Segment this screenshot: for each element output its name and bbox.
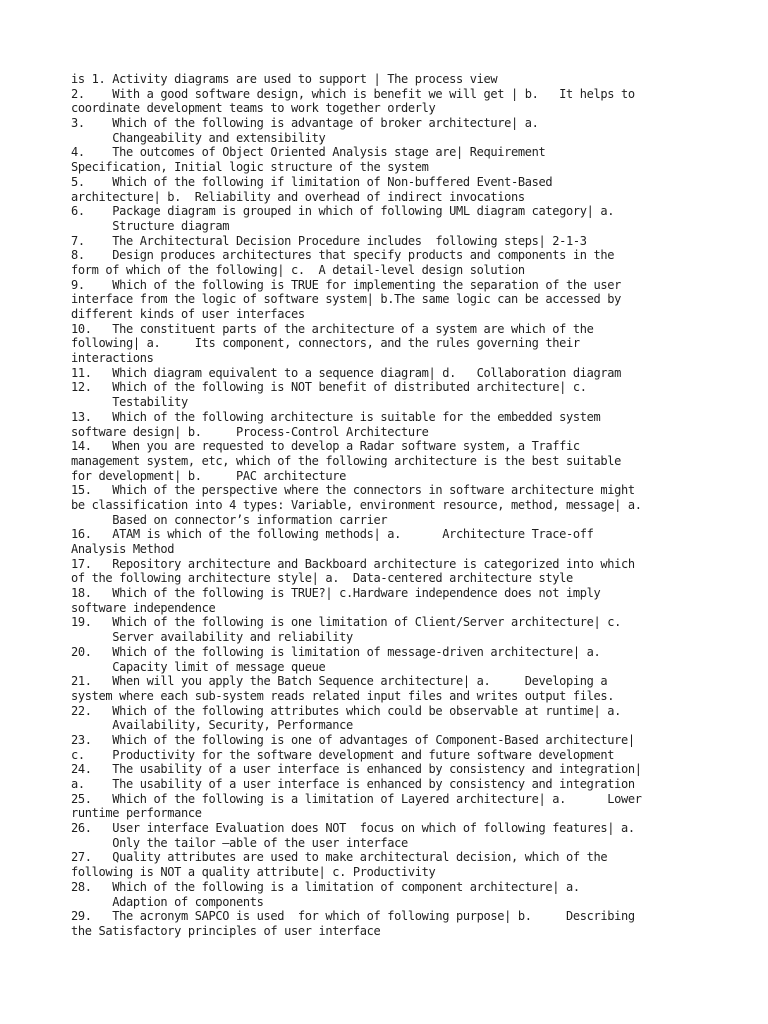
document-line: 11. Which diagram equivalent to a sequence diagram| d. Collaboration diagram xyxy=(71,365,621,380)
document-line: Analysis Method xyxy=(71,542,175,556)
document-line: 7. The Architectural Decision Procedure includes following steps| 2-1-3 xyxy=(71,233,587,248)
document-line: different kinds of user interfaces xyxy=(71,307,305,321)
document-line: 22. Which of the following attributes which could be observable at runtime| a. xyxy=(71,703,621,718)
document-line: Based on connector’s information carrier xyxy=(71,512,388,527)
document-line: 21. When will you apply the Batch Sequence architecture| a. Developing a xyxy=(71,674,608,689)
document-line: Adaption of components xyxy=(71,894,264,909)
document-body xyxy=(71,72,701,939)
document-line: 27. Quality attributes are used to make architectural decision, which of the xyxy=(71,850,608,865)
document-line: runtime performance xyxy=(71,806,202,821)
document-line: 25. Which of the following is a limitation of Layered architecture| a. Lower xyxy=(71,791,642,806)
document-line: Changeability and extensibility xyxy=(71,130,326,145)
document-line: interactions xyxy=(71,351,154,366)
document-line: the Satisfactory principles of user interface xyxy=(71,923,381,938)
document-line: 10. The constituent parts of the architecture of a system are which of the xyxy=(71,321,594,336)
document-line: be classification into 4 types: Variable, environment resource, method, message| a. xyxy=(71,497,642,512)
document-line: interface from the logic of software system| b.The same logic can be accessed by xyxy=(71,292,621,307)
document-line: of the following architecture style| a. Data-centered architecture style xyxy=(71,571,573,586)
document-line: 2. With a good software design, which is benefit we will get | b. It helps to xyxy=(71,86,635,101)
document-line: Server availability and reliability xyxy=(71,630,353,645)
document-line: 19. Which of the following is one limitation of Client/Server architecture| c. xyxy=(71,615,621,630)
document-line: architecture| b. Reliability and overhead of indirect invocations xyxy=(71,189,525,204)
document-line: following is NOT a quality attribute| c. Productivity xyxy=(71,865,436,880)
document-line: 6. Package diagram is grouped in which of following UML diagram category| a. xyxy=(71,204,615,219)
document-line: 26. User interface Evaluation does NOT focus on which of following features| a. xyxy=(71,821,635,836)
document-line: 9. Which of the following is TRUE for implementing the separation of the user xyxy=(71,277,621,292)
document-line: Availability, Security, Performance xyxy=(71,718,353,733)
document-line: 4. The outcomes of Object Oriented Analysis stage are| Requirement xyxy=(71,145,546,160)
document-line: Specification, Initial logic structure of the system xyxy=(71,160,429,175)
document-line: 18. Which of the following is TRUE?| c.Hardware independence does not imply xyxy=(71,586,601,601)
document-line: 24. The usability of a user interface is enhanced by consistency and integration| xyxy=(71,762,642,777)
document-line: c. Productivity for the software development and future software development xyxy=(71,747,615,762)
document-line: 8. Design produces architectures that specify products and components in the xyxy=(71,248,615,263)
document-line: is 1. Activity diagrams are used to support | The process view xyxy=(71,72,498,86)
document-line: 5. Which of the following if limitation of Non-buffered Event-Based xyxy=(71,174,553,189)
document-line: Capacity limit of message queue xyxy=(71,659,326,674)
document-line: Only the tailor –able of the user interface xyxy=(71,835,408,850)
document-line: coordinate development teams to work together orderly xyxy=(71,101,436,116)
document-line: for development| b. PAC architecture xyxy=(71,468,346,483)
document-line: 16. ATAM is which of the following methods| a. Architecture Trace-off xyxy=(71,527,594,542)
document-line: software independence xyxy=(71,600,216,615)
document-line: form of which of the following| c. A detail-level design solution xyxy=(71,262,525,277)
document-line: software design| b. Process-Control Architecture xyxy=(71,424,429,439)
document-line: 12. Which of the following is NOT benefit of distributed architecture| c. xyxy=(71,380,587,395)
document-line: 29. The acronym SAPCO is used for which of following purpose| b. Describing xyxy=(71,909,635,924)
document-line: following| a. Its component, connectors, and the rules governing their xyxy=(71,336,580,351)
document-line: 13. Which of the following architecture is suitable for the embedded system xyxy=(71,409,601,424)
document-line: system where each sub-system reads related input files and writes output files. xyxy=(71,688,615,703)
document-line: 15. Which of the perspective where the connectors in software architecture might xyxy=(71,483,635,498)
document-line: a. The usability of a user interface is enhanced by consistency and integration xyxy=(71,777,635,791)
document-line: management system, etc, which of the following architecture is the best suitable xyxy=(71,453,621,468)
document-line: 20. Which of the following is limitation of message-driven architecture| a. xyxy=(71,644,601,659)
document-line: 3. Which of the following is advantage of broker architecture| a. xyxy=(71,116,539,131)
document-line: 14. When you are requested to develop a Radar software system, a Traffic xyxy=(71,439,580,454)
document-line: 23. Which of the following is one of advantages of Component-Based architecture| xyxy=(71,732,635,747)
document-line: 28. Which of the following is a limitation of component architecture| a. xyxy=(71,879,580,894)
document-line: Testability xyxy=(71,395,188,410)
document-line: 17. Repository architecture and Backboard architecture is categorized into which xyxy=(71,556,635,571)
document-line: Structure diagram xyxy=(71,218,230,233)
